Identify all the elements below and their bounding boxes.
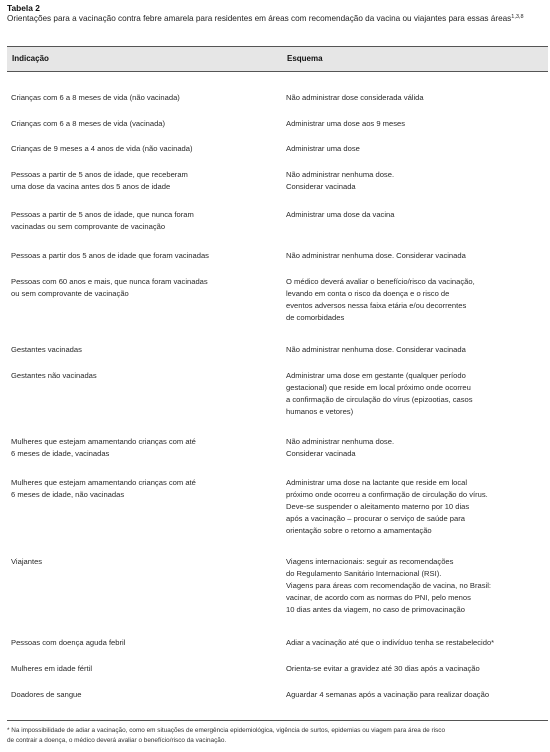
cell-line: Não administrar dose considerada válida bbox=[286, 93, 424, 102]
cell-line: próximo onde ocorreu a confirmação de circulação do vírus. bbox=[286, 490, 488, 499]
cell-line: Administrar uma dose da vacina bbox=[286, 210, 395, 219]
cell-esquema bbox=[286, 637, 548, 649]
cell-indicacao bbox=[11, 92, 281, 104]
cell-esquema bbox=[286, 663, 548, 675]
cell-indicacao bbox=[11, 556, 281, 568]
caption-references: 1,3,8 bbox=[511, 14, 524, 20]
cell-esquema bbox=[286, 209, 548, 221]
cell-line: Mulheres que estejam amamentando crianças com até bbox=[11, 478, 196, 487]
cell-line: ou sem comprovante de vacinação bbox=[11, 289, 129, 298]
cell-esquema bbox=[286, 118, 548, 130]
cell-line: Considerar vacinada bbox=[286, 182, 356, 191]
caption-text: Orientações para a vacinação contra febre amarela para residentes em áreas com recomendação da vacina ou viajantes para essas áreas bbox=[7, 14, 512, 23]
cell-line: Não administrar nenhuma dose. bbox=[286, 170, 395, 179]
cell-line: Gestantes vacinadas bbox=[11, 345, 82, 354]
cell-indicacao bbox=[11, 663, 281, 675]
table-caption bbox=[7, 13, 545, 24]
cell-line: Crianças de 9 meses a 4 anos de vida (não vacinada) bbox=[11, 144, 193, 153]
cell-line: eventos adversos nessa faixa etária e/ou decorrentes bbox=[286, 301, 467, 310]
cell-line: a confirmação de circulação do vírus (epizootias, casos bbox=[286, 395, 473, 404]
cell-line: orientação sobre o retorno a amamentação bbox=[286, 526, 432, 535]
cell-line: Pessoas a partir de 5 anos de idade, que nunca foram bbox=[11, 210, 194, 219]
cell-indicacao bbox=[11, 276, 281, 300]
cell-line: gestacional) que reside em local próximo onde ocorreu bbox=[286, 383, 471, 392]
cell-line: Considerar vacinada bbox=[286, 449, 356, 458]
cell-esquema bbox=[286, 436, 548, 460]
cell-line: levando em conta o risco da doença e o risco de bbox=[286, 289, 450, 298]
cell-line: Crianças com 6 a 8 meses de vida (não vacinada) bbox=[11, 93, 180, 102]
cell-line: 6 meses de idade, vacinadas bbox=[11, 449, 110, 458]
cell-esquema bbox=[286, 250, 548, 262]
cell-line: Crianças com 6 a 8 meses de vida (vacinada) bbox=[11, 119, 166, 128]
cell-line: de comorbidades bbox=[286, 313, 345, 322]
footnote-line: de contrair a doença, o médico deverá avaliar o benefício/risco da vacinação. bbox=[7, 737, 227, 744]
cell-line: 10 dias antes da viagem, no caso de primovacinação bbox=[286, 605, 465, 614]
cell-line: Aguardar 4 semanas após a vacinação para realizar doação bbox=[286, 690, 490, 699]
table-title: Tabela 2 bbox=[7, 3, 40, 13]
header-indicacao: Indicação bbox=[12, 54, 49, 63]
header-esquema: Esquema bbox=[287, 54, 323, 63]
cell-indicacao bbox=[11, 118, 281, 130]
table-bottom-rule bbox=[7, 720, 548, 721]
cell-line: vacinar, de acordo com as normas do PNI, pelo menos bbox=[286, 593, 471, 602]
cell-line: Viagens para áreas com recomendação de vacina, no Brasil: bbox=[286, 581, 492, 590]
cell-line: Não administrar nenhuma dose. Considerar vacinada bbox=[286, 345, 466, 354]
cell-line: Doadores de sangue bbox=[11, 690, 82, 699]
cell-line: Pessoas a partir dos 5 anos de idade que foram vacinadas bbox=[11, 251, 209, 260]
cell-indicacao bbox=[11, 637, 281, 649]
cell-line: Mulheres em idade fértil bbox=[11, 664, 93, 673]
cell-line: Administrar uma dose na lactante que reside em local bbox=[286, 478, 468, 487]
cell-line: Adiar a vacinação até que o indivíduo tenha se restabelecido* bbox=[286, 638, 495, 647]
table-header bbox=[7, 47, 548, 72]
cell-line: Não administrar nenhuma dose. Considerar vacinada bbox=[286, 251, 466, 260]
cell-esquema bbox=[286, 556, 548, 616]
cell-line: após a vacinação – procurar o serviço de saúde para bbox=[286, 514, 465, 523]
cell-esquema bbox=[286, 370, 548, 418]
cell-line: Pessoas a partir de 5 anos de idade, que receberam bbox=[11, 170, 188, 179]
cell-indicacao bbox=[11, 689, 281, 701]
cell-line: Viagens internacionais: seguir as recomendações bbox=[286, 557, 454, 566]
footnote-line: * Na impossibilidade de adiar a vacinação, como em situações de emergência epidemiológica, vigência de surtos, epidemias ou viagem para área de risco bbox=[7, 727, 445, 734]
cell-indicacao bbox=[11, 209, 281, 233]
cell-indicacao bbox=[11, 250, 281, 262]
cell-line: Administrar uma dose bbox=[286, 144, 360, 153]
cell-indicacao bbox=[11, 370, 281, 382]
cell-line: vacinadas ou sem comprovante de vacinação bbox=[11, 222, 166, 231]
cell-line: Não administrar nenhuma dose. bbox=[286, 437, 395, 446]
cell-line: Orienta-se evitar a gravidez até 30 dias após a vacinação bbox=[286, 664, 480, 673]
cell-line: Gestantes não vacinadas bbox=[11, 371, 97, 380]
cell-line: Administrar uma dose em gestante (qualquer período bbox=[286, 371, 466, 380]
cell-indicacao bbox=[11, 344, 281, 356]
cell-line: do Regulamento Sanitário Internacional (RSI). bbox=[286, 569, 442, 578]
cell-line: uma dose da vacina antes dos 5 anos de idade bbox=[11, 182, 171, 191]
cell-line: Pessoas com doença aguda febril bbox=[11, 638, 126, 647]
cell-indicacao bbox=[11, 436, 281, 460]
cell-line: Deve-se suspender o aleitamento materno por 10 dias bbox=[286, 502, 470, 511]
cell-line: Pessoas com 60 anos e mais, que nunca foram vacinadas bbox=[11, 277, 208, 286]
cell-esquema bbox=[286, 344, 548, 356]
cell-indicacao bbox=[11, 477, 281, 501]
cell-line: Viajantes bbox=[11, 557, 43, 566]
cell-indicacao bbox=[11, 169, 281, 193]
table-footnote bbox=[7, 726, 548, 746]
cell-esquema bbox=[286, 477, 548, 537]
cell-line: 6 meses de idade, não vacinadas bbox=[11, 490, 125, 499]
cell-line: humanos e vetores) bbox=[286, 407, 354, 416]
cell-esquema bbox=[286, 689, 548, 701]
cell-line: O médico deverá avaliar o benefício/risco da vacinação, bbox=[286, 277, 475, 286]
cell-esquema bbox=[286, 276, 548, 324]
cell-indicacao bbox=[11, 143, 281, 155]
cell-esquema bbox=[286, 169, 548, 193]
cell-esquema bbox=[286, 143, 548, 155]
cell-line: Mulheres que estejam amamentando crianças com até bbox=[11, 437, 196, 446]
cell-line: Administrar uma dose aos 9 meses bbox=[286, 119, 406, 128]
cell-esquema bbox=[286, 92, 548, 104]
